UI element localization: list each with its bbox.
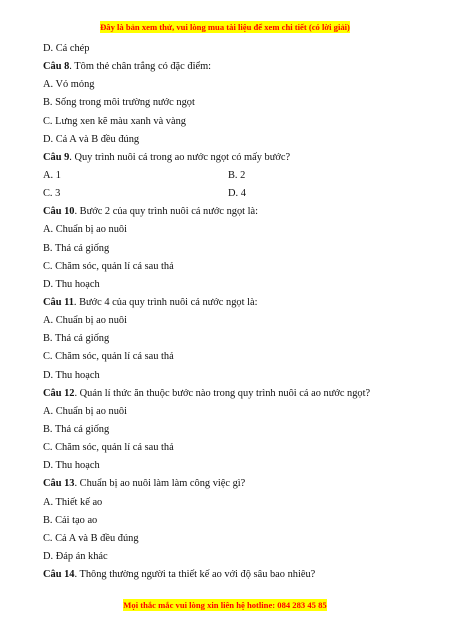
- question-stem: [43, 294, 413, 312]
- option-line: C. 3: [43, 188, 61, 200]
- option-line: B. Sống trong môi trường nước ngọt: [43, 97, 195, 109]
- question-number: Câu 12: [43, 387, 75, 399]
- option-line: D. Thu hoạch: [43, 460, 100, 472]
- option-line: A. Chuẩn bị ao nuôi: [43, 224, 127, 236]
- preview-notice-banner: [0, 20, 450, 34]
- option-line: D. Cá chép: [43, 43, 90, 54]
- option-line: C. Cả A và B đều đúng: [43, 532, 139, 544]
- option-line: A. Chuẩn bị ao nuôi: [43, 315, 127, 327]
- question-text: . Tôm thẻ chân trắng có đặc điểm:: [69, 61, 212, 73]
- option-line: B. Thả cá giống: [43, 423, 110, 435]
- question-number: Câu 10: [43, 206, 75, 218]
- preview-notice-text: Đây là bản xem thử, vui lòng mua tài liệu để xem chi tiết (có lời giải): [100, 22, 350, 32]
- question-stem: [43, 385, 413, 403]
- question-stem: [43, 58, 413, 76]
- option-line: D. Cả A và B đều đúng: [43, 133, 140, 145]
- option-line: A. Thiết kế ao: [43, 496, 103, 508]
- question-text: . Bước 2 của quy trình nuôi cá nước ngọt là:: [74, 206, 259, 218]
- question-text: . Thông thường người ta thiết kế ao với độ sâu bao nhiêu?: [74, 569, 316, 581]
- question-number: Câu 11: [43, 296, 74, 308]
- option-row: [43, 167, 413, 185]
- question-text: . Quy trình nuôi cá trong ao nước ngọt có mấy bước?: [69, 151, 291, 163]
- option-line: B. Thả cá giống: [43, 333, 110, 345]
- question-number: Câu 13: [43, 478, 75, 490]
- question-stem: [43, 475, 413, 493]
- question-number: Câu 8: [43, 61, 70, 73]
- option-line: D. Thu hoạch: [43, 369, 100, 381]
- question-text: . Quản lí thức ăn thuộc bước nào trong quy trình nuôi cá ao nước ngọt?: [74, 387, 371, 399]
- question-number: Câu 14: [43, 569, 75, 581]
- option-line: D. Đáp án khác: [43, 550, 108, 562]
- question-number: Câu 9: [43, 151, 70, 163]
- option-line: C. Chăm sóc, quản lí cá sau thả: [43, 351, 174, 363]
- option-line: B. Cải tạo ao: [43, 514, 98, 526]
- hotline-text: Mọi thắc mắc vui lòng xin liên hệ hotline: 084 283 45 85: [123, 600, 327, 610]
- hotline-banner: [0, 598, 450, 612]
- option-line: B. 2: [228, 169, 246, 181]
- option-line: D. Thu hoạch: [43, 278, 100, 290]
- question-text: . Bước 4 của quy trình nuôi cá nước ngọt là:: [73, 296, 258, 308]
- option-line: A. Chuẩn bị ao nuôi: [43, 405, 127, 417]
- option-line: D. 4: [228, 188, 246, 200]
- option-line: C. Chăm sóc, quản lí cá sau thả: [43, 442, 174, 454]
- option-line: C. Chăm sóc, quản lí cá sau thả: [43, 260, 174, 272]
- option-line: A. 1: [43, 169, 61, 181]
- question-text: . Chuẩn bị ao nuôi làm làm công việc gì?: [74, 478, 246, 490]
- option-line: A. Vỏ mỏng: [43, 79, 95, 91]
- option-row: [43, 185, 413, 203]
- question-stem: [43, 203, 413, 221]
- option-line: C. Lưng xen kẽ màu xanh và vàng: [43, 115, 186, 127]
- question-stem: [43, 566, 413, 584]
- question-stem: [43, 149, 413, 167]
- question-list: [43, 40, 413, 584]
- option-line: B. Thả cá giống: [43, 242, 110, 254]
